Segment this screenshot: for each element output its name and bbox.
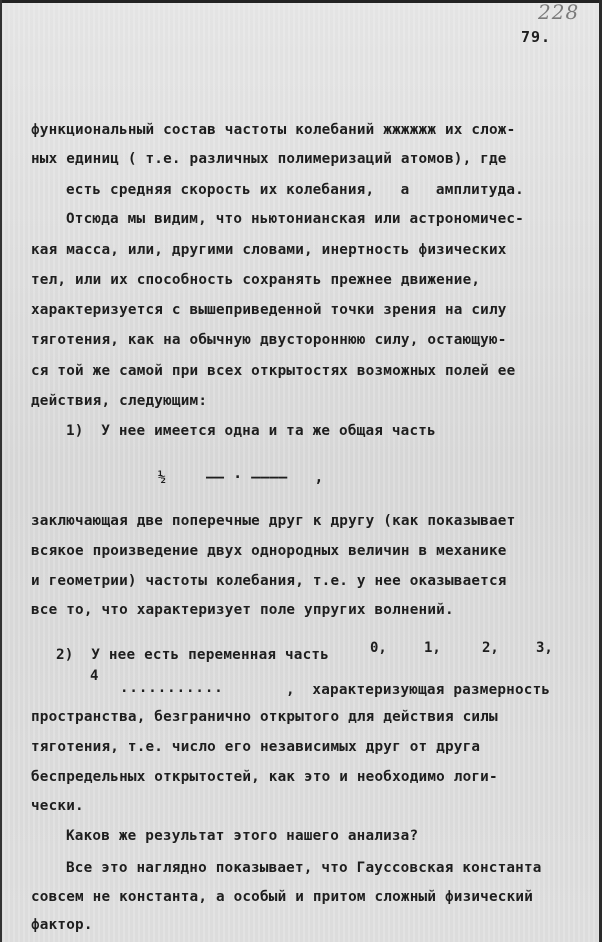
text-line: чески. (31, 798, 84, 814)
text-line: , характеризующая размерность (286, 682, 551, 698)
archive-page-number: 228 (538, 0, 580, 24)
text-line: всякое произведение двух однородных величин в механике (31, 543, 507, 559)
text-line: все то, что характеризует поле упругих волнений. (31, 602, 454, 618)
exponent-3: 3, (536, 640, 553, 656)
page-number: 79. (521, 28, 552, 46)
formula-fraction: ½ (158, 470, 166, 485)
exponent-0: 0, (370, 640, 387, 656)
text-line: характеризуется с вышеприведенной точки зрения на силу (31, 302, 507, 318)
text-line: Каков же результат этого нашего анализа? (66, 828, 419, 844)
text-line: совсем не константа, а особый и притом сложный физический (31, 889, 534, 905)
text-line: тяготения, как на обычную двустороннюю силу, остающую- (31, 332, 507, 348)
page-top-edge (0, 0, 602, 3)
text-line: беспредельных открытостей, как это и необходимо логи- (31, 769, 498, 785)
text-line: фактор. (31, 917, 93, 933)
text-line: ных единиц ( т.е. различных полимеризаций атомов), где (31, 151, 507, 167)
exponent-4: 4 (90, 668, 99, 684)
text-line: есть средняя скорость их колебания, а амплитуда. (66, 182, 524, 198)
text-line: ся той же самой при всех открытостях возможных полей ее (31, 363, 516, 379)
numbered-item-2: 2) У нее есть переменная часть (56, 647, 330, 663)
numbered-item-1: 1) У нее имеется одна и та же общая часть (66, 423, 436, 439)
text-line: тяготения, т.е. число его независимых друг от друга (31, 739, 481, 755)
text-line: Отсюда мы видим, что ньютонианская или астрономичес- (66, 211, 524, 227)
text-line: тел, или их способность сохранять прежнее движение, (31, 272, 481, 288)
text-line: действия, следующим: (31, 393, 208, 409)
formula-expression: —— · ———— , (206, 468, 324, 486)
page-left-edge (0, 0, 2, 942)
text-line: функциональный состав частоты колебаний жжжжжж их слож- (31, 122, 516, 138)
dot-leader: ........... (120, 680, 224, 696)
text-line: пространства, безгранично открытого для действия силы (31, 709, 498, 725)
text-line: и геометрии) частоты колебания, т.е. у нее оказывается (31, 573, 507, 589)
exponent-1: 1, (424, 640, 441, 656)
text-line: заключающая две поперечные друг к другу (как показывает (31, 513, 516, 529)
text-line: кая масса, или, другими словами, инертность физических (31, 242, 507, 258)
exponent-2: 2, (482, 640, 499, 656)
text-line: Все это наглядно показывает, что Гауссовская константа (66, 860, 542, 876)
